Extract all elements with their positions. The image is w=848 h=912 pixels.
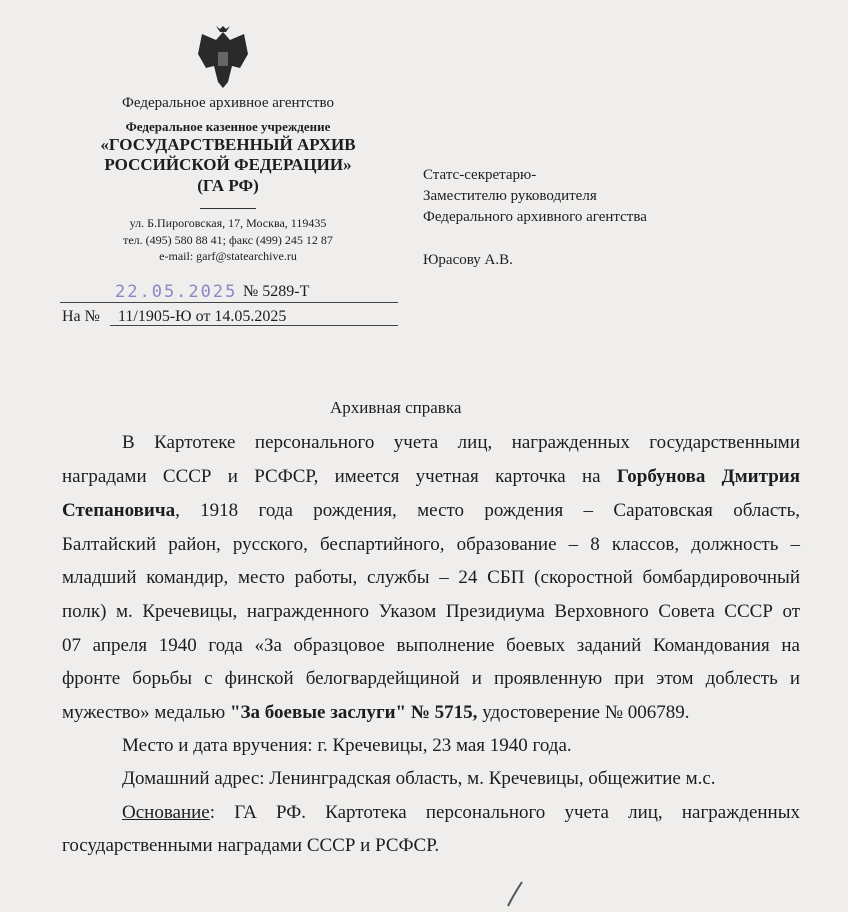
- text-line: государственными наградами СССР и РСФСР.: [62, 835, 440, 856]
- addressee-line: Федерального архивного агентства: [423, 209, 647, 225]
- addressee-name: Юрасову А.В.: [423, 252, 513, 268]
- emblem-icon: [192, 24, 254, 94]
- divider: [200, 208, 256, 209]
- address: ул. Б.Пироговская, 17, Москва, 119435: [129, 216, 327, 230]
- ref-value: 11/1905-Ю от 14.05.2025: [118, 308, 287, 325]
- email: e-mail: garf@statearchive.ru: [159, 249, 297, 263]
- text-line: Степановича, 1918 года рождения, место рождения – Саратовская область,: [62, 500, 800, 521]
- phone: тел. (495) 580 88 41; факс (499) 245 12 87: [123, 233, 333, 247]
- text-line: 07 апреля 1940 года «За образцовое выполнение боевых заданий Командования на: [62, 635, 800, 656]
- person-name: Горбунова Дмитрия: [616, 466, 800, 487]
- signature-mark: [500, 880, 530, 907]
- person-patronymic: Степановича: [62, 500, 176, 521]
- rule: [110, 325, 398, 326]
- ref-label: На №: [62, 308, 100, 325]
- text-line: мужество» медалью "За боевые заслуги" № 5715, удостоверение № 006789.: [62, 702, 690, 723]
- institution-abbr: (ГА РФ): [197, 176, 259, 195]
- date-stamp: 22.05.2025: [115, 282, 238, 302]
- text-line: наградами СССР и РСФСР, имеется учетная карточка на Горбунова Дмитрия: [62, 466, 800, 487]
- rule: [60, 302, 398, 303]
- institution-name-2: РОССИЙСКОЙ ФЕДЕРАЦИИ»: [104, 155, 352, 174]
- basis-label: Основание: [122, 802, 210, 823]
- home-address: Домашний адрес: Ленинградская область, м. Кречевицы, общежитие м.с.: [122, 768, 716, 789]
- award-place-date: Место и дата вручения: г. Кречевицы, 23 мая 1940 года.: [122, 735, 572, 756]
- institution-name-1: «ГОСУДАРСТВЕННЫЙ АРХИВ: [100, 135, 356, 154]
- agency-name: Федеральное архивное агентство: [122, 95, 334, 111]
- text-line: Основание: ГА РФ. Картотека персонального учета лиц, награжденных: [122, 802, 800, 823]
- medal-name: "За боевые заслуги" № 5715,: [229, 702, 478, 723]
- text-line: В Картотеке персонального учета лиц, награжденных государственными: [122, 432, 800, 453]
- text-line: младший командир, место работы, службы – 24 СБП (скоростной бомбардировочный: [62, 567, 800, 588]
- outgoing-number: № 5289-Т: [243, 283, 310, 300]
- institution-type: Федеральное казенное учреждение: [125, 119, 331, 134]
- addressee: [423, 165, 647, 271]
- addressee-line: Статс-секретарю-: [423, 167, 537, 183]
- text-line: Балтайский район, русского, беспартийного, образование – 8 классов, должность –: [62, 534, 800, 555]
- text-line: полк) м. Кречевицы, награжденного Указом Президиума Верховного Совета СССР от: [62, 601, 800, 622]
- addressee-line: Заместителю руководителя: [423, 188, 597, 204]
- document-title: Архивная справка: [330, 398, 462, 417]
- text-line: фронте борьбы с финской белогвардейщиной и проявленную при этом доблесть и: [62, 668, 800, 689]
